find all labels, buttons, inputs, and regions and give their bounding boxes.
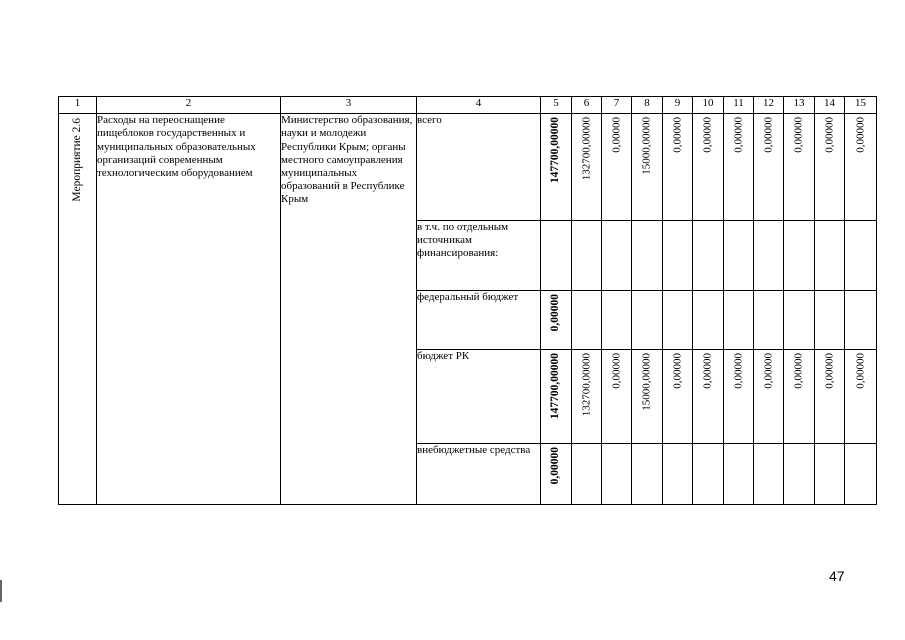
value-text: 0,00000 <box>853 353 866 390</box>
value-text: 0,00000 <box>731 117 744 154</box>
value-cell <box>632 114 663 221</box>
value-cell <box>724 114 754 221</box>
source-cell: бюджет РК <box>417 350 541 444</box>
value-text: 0,00000 <box>670 353 683 390</box>
source-cell: в т.ч. по отдельным источникам финансирования: <box>417 221 541 291</box>
value-cell <box>693 350 724 444</box>
value-text: 0,00000 <box>731 353 744 390</box>
value-text: 132700,00000 <box>579 117 592 181</box>
value-cell <box>663 221 693 291</box>
value-cell <box>724 221 754 291</box>
value-cell <box>784 291 815 350</box>
value-cell <box>572 350 602 444</box>
value-cell <box>541 114 572 221</box>
header-cell: 2 <box>97 97 281 114</box>
source-cell: внебюджетные средства <box>417 443 541 504</box>
row-total <box>59 114 877 221</box>
value-cell <box>541 443 572 504</box>
value-cell <box>784 350 815 444</box>
header-cell: 5 <box>541 97 572 114</box>
header-cell: 14 <box>815 97 845 114</box>
value-cell <box>845 350 877 444</box>
value-text: 0,00000 <box>822 353 835 390</box>
header-cell: 6 <box>572 97 602 114</box>
value-text: 0,00000 <box>701 353 714 390</box>
value-cell <box>724 291 754 350</box>
value-text: 0,00000 <box>792 117 805 154</box>
value-cell <box>754 291 784 350</box>
financing-table <box>58 96 877 505</box>
value-cell <box>602 291 632 350</box>
value-text: 0,00000 <box>609 117 622 154</box>
value-cell <box>784 221 815 291</box>
value-cell <box>784 114 815 221</box>
scan-edge-mark <box>0 580 2 602</box>
value-cell <box>602 443 632 504</box>
value-cell <box>663 291 693 350</box>
value-cell <box>632 221 663 291</box>
value-cell <box>602 114 632 221</box>
header-cell: 11 <box>724 97 754 114</box>
value-text: 15000,00000 <box>640 117 653 176</box>
value-text: 0,00000 <box>670 117 683 154</box>
header-cell: 12 <box>754 97 784 114</box>
header-cell: 15 <box>845 97 877 114</box>
value-cell <box>724 443 754 504</box>
measure-label: Мероприятие 2.6 <box>70 118 83 202</box>
value-cell <box>845 443 877 504</box>
value-cell <box>541 291 572 350</box>
value-cell <box>632 443 663 504</box>
value-cell <box>602 350 632 444</box>
value-cell <box>754 221 784 291</box>
value-cell <box>693 114 724 221</box>
value-cell <box>541 221 572 291</box>
value-cell <box>693 221 724 291</box>
source-cell: всего <box>417 114 541 221</box>
header-cell: 7 <box>602 97 632 114</box>
value-text: 0,00000 <box>701 117 714 154</box>
value-cell <box>754 443 784 504</box>
value-text: 147700,00000 <box>549 353 562 420</box>
page-number: 47 <box>829 568 845 584</box>
value-cell <box>693 291 724 350</box>
header-row <box>59 97 877 114</box>
value-cell <box>815 114 845 221</box>
value-cell <box>572 443 602 504</box>
value-cell <box>845 114 877 221</box>
value-cell <box>632 291 663 350</box>
description-cell: Расходы на переоснащение пищеблоков государственных и муниципальных образовательных организаций современным технологическим оборудованием <box>97 114 281 505</box>
value-cell <box>815 221 845 291</box>
value-cell <box>815 291 845 350</box>
value-cell <box>602 221 632 291</box>
value-cell <box>815 350 845 444</box>
value-cell <box>572 114 602 221</box>
header-cell: 9 <box>663 97 693 114</box>
header-cell: 4 <box>417 97 541 114</box>
value-cell <box>663 350 693 444</box>
value-cell <box>784 443 815 504</box>
header-cell: 8 <box>632 97 663 114</box>
value-text: 132700,00000 <box>579 353 592 417</box>
measure-cell <box>59 114 97 505</box>
header-cell: 3 <box>281 97 417 114</box>
value-cell <box>845 221 877 291</box>
value-cell <box>632 350 663 444</box>
value-cell <box>663 443 693 504</box>
value-text: 0,00000 <box>792 353 805 390</box>
value-text: 0,00000 <box>549 446 562 485</box>
value-text: 147700,00000 <box>549 117 562 184</box>
value-cell <box>541 350 572 444</box>
header-cell: 10 <box>693 97 724 114</box>
header-cell: 1 <box>59 97 97 114</box>
source-cell: федеральный бюджет <box>417 291 541 350</box>
header-cell: 13 <box>784 97 815 114</box>
value-cell <box>693 443 724 504</box>
value-text: 0,00000 <box>853 117 866 154</box>
value-text: 0,00000 <box>822 117 835 154</box>
value-cell <box>663 114 693 221</box>
value-text: 0,00000 <box>761 353 774 390</box>
value-text: 0,00000 <box>609 353 622 390</box>
value-cell <box>754 350 784 444</box>
executor-cell: Министерство образования, науки и молодежи Республики Крым; органы местного самоуправления муниципальных образований в Республике Крым <box>281 114 417 505</box>
value-cell <box>572 291 602 350</box>
value-text: 0,00000 <box>549 294 562 332</box>
value-cell <box>754 114 784 221</box>
value-cell <box>845 291 877 350</box>
value-cell <box>815 443 845 504</box>
value-cell <box>724 350 754 444</box>
value-text: 15000,00000 <box>640 353 653 412</box>
value-cell <box>572 221 602 291</box>
value-text: 0,00000 <box>761 117 774 154</box>
